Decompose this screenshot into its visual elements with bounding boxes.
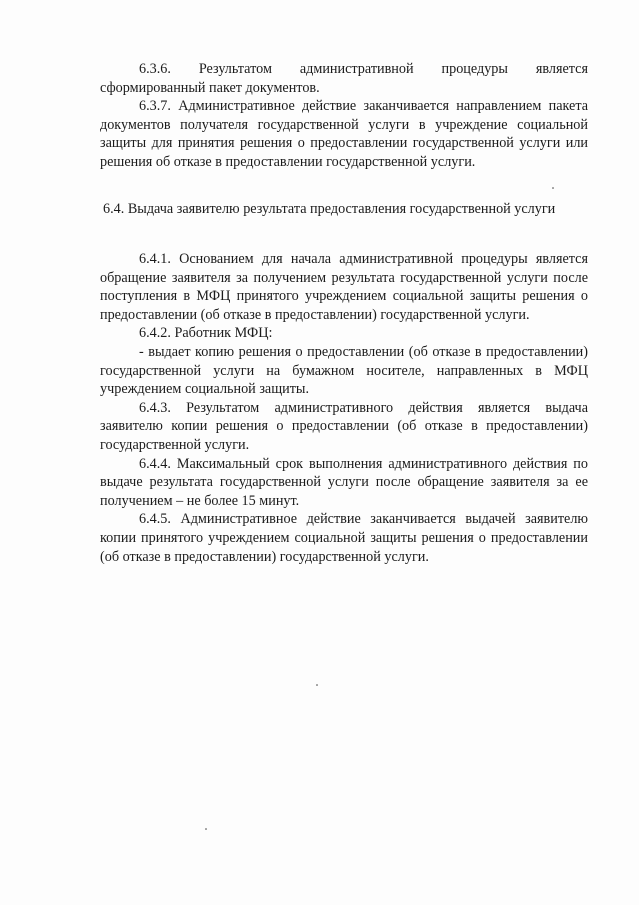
paragraph-6-3-7: 6.3.7. Административное действие заканчивается направлением пакета документов получателя государственной услуги в учреждение социальной защиты для принятия решения о предоставлении государственной услуги или решения об отказе в предоставлении государственной услуги. — [100, 98, 588, 170]
paragraph-6-4-3: 6.4.3. Результатом административного действия является выдача заявителю копии решения о предоставлении (об отказе в предоставлении) государственной услуги. — [100, 399, 588, 453]
section-heading-6-4: 6.4. Выдача заявителю результата предоставления государственной услуги — [103, 201, 556, 217]
scan-speck — [205, 828, 207, 830]
scan-speck — [552, 187, 554, 189]
paragraph-6-4-1: 6.4.1. Основанием для начала административной процедуры является обращение заявителя за получением результата государственной услуги после поступления в МФЦ принятого учреждением социальной защиты решения о предоставлении (об отказе в предоставлении) государственной услуги. — [100, 251, 588, 323]
paragraph-6-4-5: 6.4.5. Административное действие заканчивается выдачей заявителю копии принятого учреждением социальной защиты решения о предоставлении (об отказе в предоставлении) государственной услуги. — [100, 511, 588, 565]
paragraph-6-4-4: 6.4.4. Максимальный срок выполнения административного действия по выдаче результата государственной услуги после обращение заявителя за ее получением – не более 15 минут. — [100, 455, 588, 509]
paragraph-6-4-2: 6.4.2. Работник МФЦ: — [139, 325, 273, 342]
section-6-4 — [100, 250, 588, 566]
paragraph-6-4-2-item: - выдает копию решения о предоставлении (об отказе в предоставлении) государственной услуги на бумажном носителе, направленных в МФЦ учреждением социальной защиты. — [100, 343, 588, 398]
paragraph-6-3-6: 6.3.6. Результатом административной процедуры является сформированный пакет документов. — [100, 61, 588, 96]
scan-speck — [316, 684, 318, 686]
section-6-3 — [100, 60, 588, 172]
